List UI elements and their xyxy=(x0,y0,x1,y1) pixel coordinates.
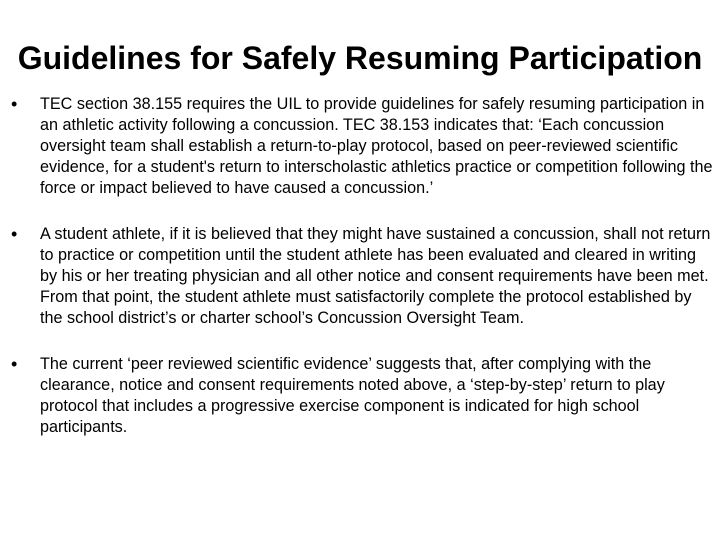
bullet-dot-icon: • xyxy=(11,354,18,374)
bullet-dot-icon: • xyxy=(11,224,18,244)
bullet-text: TEC section 38.155 requires the UIL to provide guidelines for safely resuming participation in an athletic activity following a concussion. TEC 38.153 indicates that: ‘Each concussion oversight team shall establish a return-to-play protocol, based on peer-reviewed scientific evidence, for a student's return to interscholastic athletics practice or competition following the force or impact believed to have caused a concussion.’ xyxy=(40,95,713,197)
slide-title: Guidelines for Safely Resuming Participation xyxy=(17,40,703,76)
bullet-item xyxy=(0,354,720,438)
bullet-list xyxy=(0,94,720,462)
bullet-item xyxy=(0,224,720,329)
bullet-text: A student athlete, if it is believed that they might have sustained a concussion, shall not return to practice or competition until the student athlete has been evaluated and cleared in writing by his or her treating physician and all other notice and consent requirements have been met. From that point, the student athlete must satisfactorily complete the protocol established by the school district’s or charter school’s Concussion Oversight Team. xyxy=(40,225,711,327)
bullet-dot-icon: • xyxy=(11,94,18,114)
bullet-text: The current ‘peer reviewed scientific evidence’ suggests that, after complying with the clearance, notice and consent requirements noted above, a ‘step-by-step’ return to play protocol that includes a progressive exercise component is indicated for high school participants. xyxy=(40,355,665,436)
bullet-item xyxy=(0,94,720,199)
